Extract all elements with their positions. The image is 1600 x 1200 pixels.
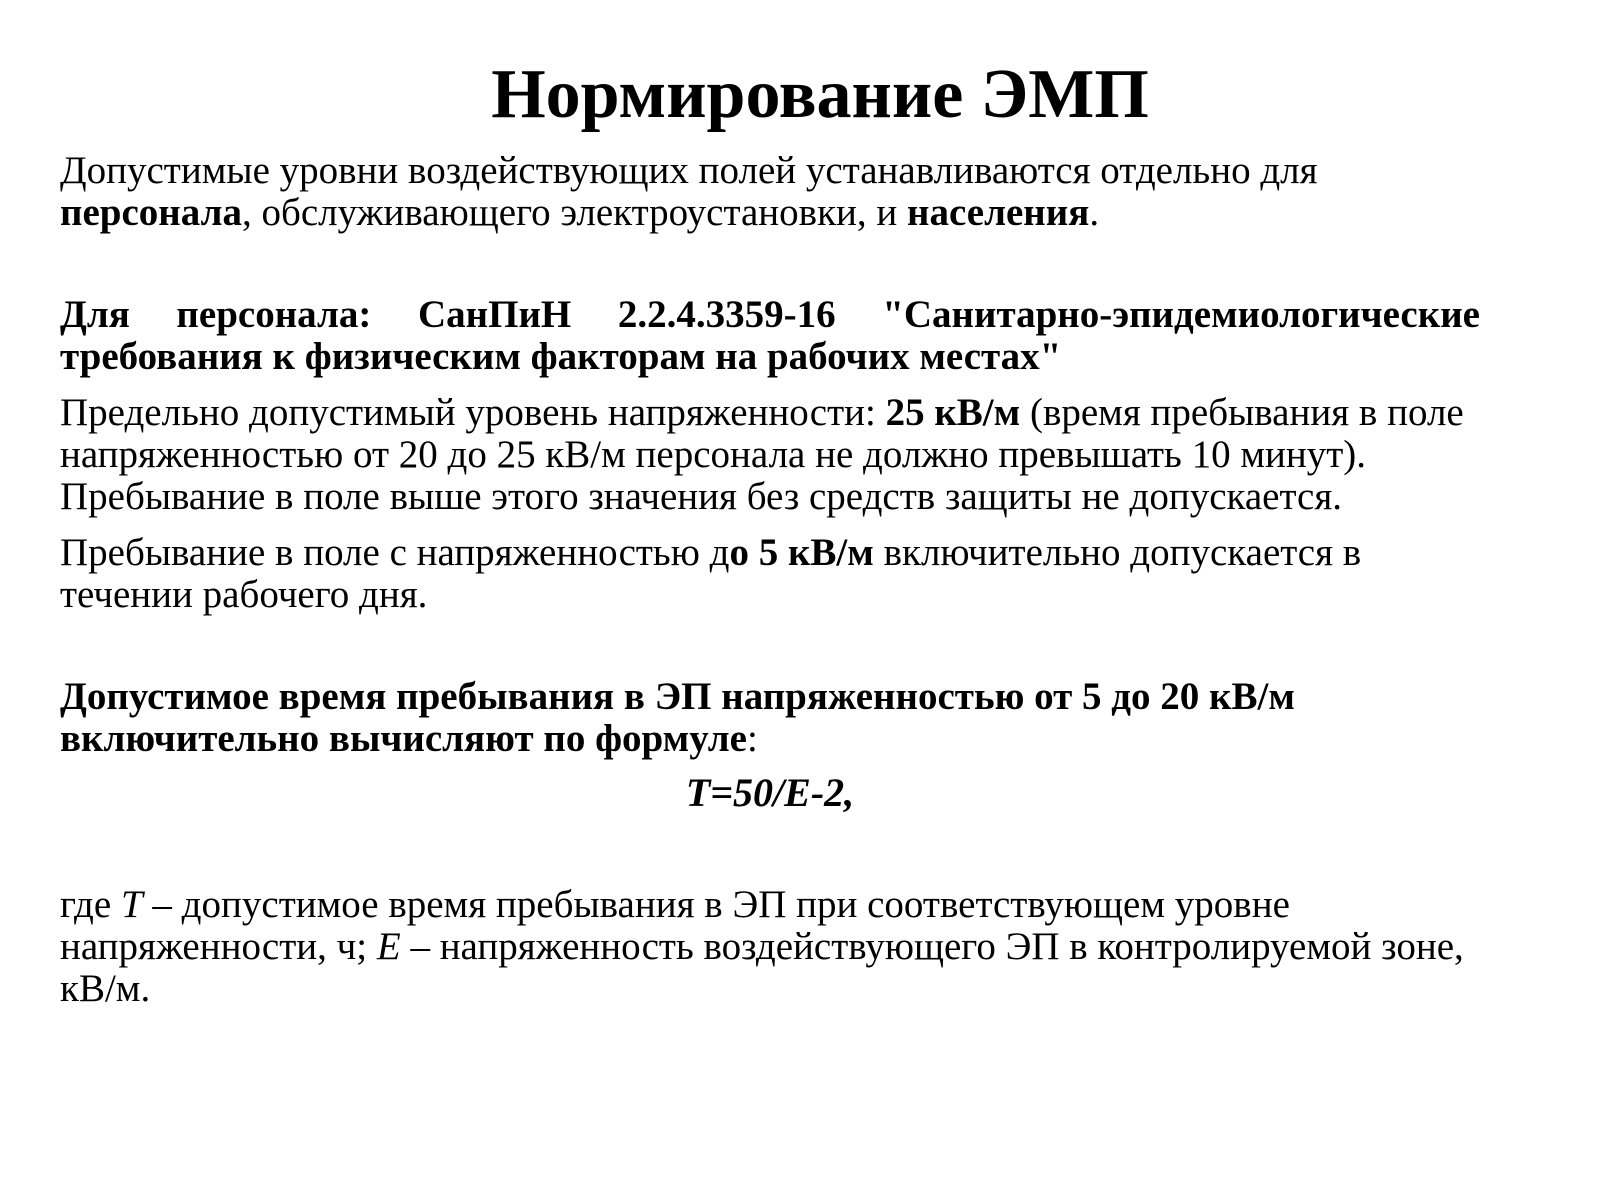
- slide-title: Нормирование ЭМП: [491, 56, 1149, 133]
- definition-paragraph: [60, 884, 1480, 1010]
- limit-text-2: (время пребывания в поле напряженностью от 20 до 25 кВ/м персонала не должно превышать 10 минут). Пребывание в поле выше этого значения без средств защиты не допускается.: [60, 391, 1464, 518]
- limit-value: 25 кВ/м: [885, 391, 1021, 434]
- intro-text-2: , обслуживающего электроустановки, и: [241, 191, 908, 234]
- limit-paragraph: [60, 392, 1480, 518]
- workday-text-1: Пребывание в поле с напряженностью д: [60, 531, 730, 574]
- workday-value: о 5 кВ/м: [729, 531, 874, 574]
- formula-intro-tail: :: [746, 717, 758, 760]
- formula-intro: [60, 676, 1480, 760]
- intro-text-3: .: [1089, 191, 1100, 234]
- intro-bold-personnel: персонала: [60, 191, 242, 234]
- limit-text-1: Предельно допустимый уровень напряженности:: [60, 391, 886, 434]
- slide-body: [60, 150, 1480, 1024]
- formula: [60, 772, 1480, 814]
- definition-text-2: – допустимое время пребывания в ЭП при соответствующем уровне напряженности, ч;: [60, 883, 1290, 968]
- definition-var-t: T: [120, 883, 143, 926]
- intro-bold-population: населения: [907, 191, 1090, 234]
- workday-paragraph: [60, 532, 1480, 616]
- definition-text-1: где: [60, 883, 121, 926]
- definition-text-3: – напряженность воздействующего ЭП в контролируемой зоне, кВ/м.: [60, 925, 1464, 1010]
- formula-tail: ,: [844, 770, 855, 815]
- definition-var-e: E: [376, 925, 401, 968]
- formula-intro-bold: Допустимое время пребывания в ЭП напряженностью от 5 до 20 кВ/м включительно вычисляют по формуле: [60, 675, 1295, 760]
- intro-paragraph: [60, 150, 1480, 234]
- formula-text: T=50/E-2: [685, 770, 845, 815]
- workday-text-2: включительно допускается в течении рабочего дня.: [60, 531, 1362, 616]
- personnel-heading: Для персонала: СанПиН 2.2.4.3359-16 "Санитарно-эпидемиологические требования к физическим факторам на рабочих местах": [60, 293, 1480, 378]
- intro-text-1: Допустимые уровни воздействующих полей устанавливаются отдельно для: [60, 149, 1318, 192]
